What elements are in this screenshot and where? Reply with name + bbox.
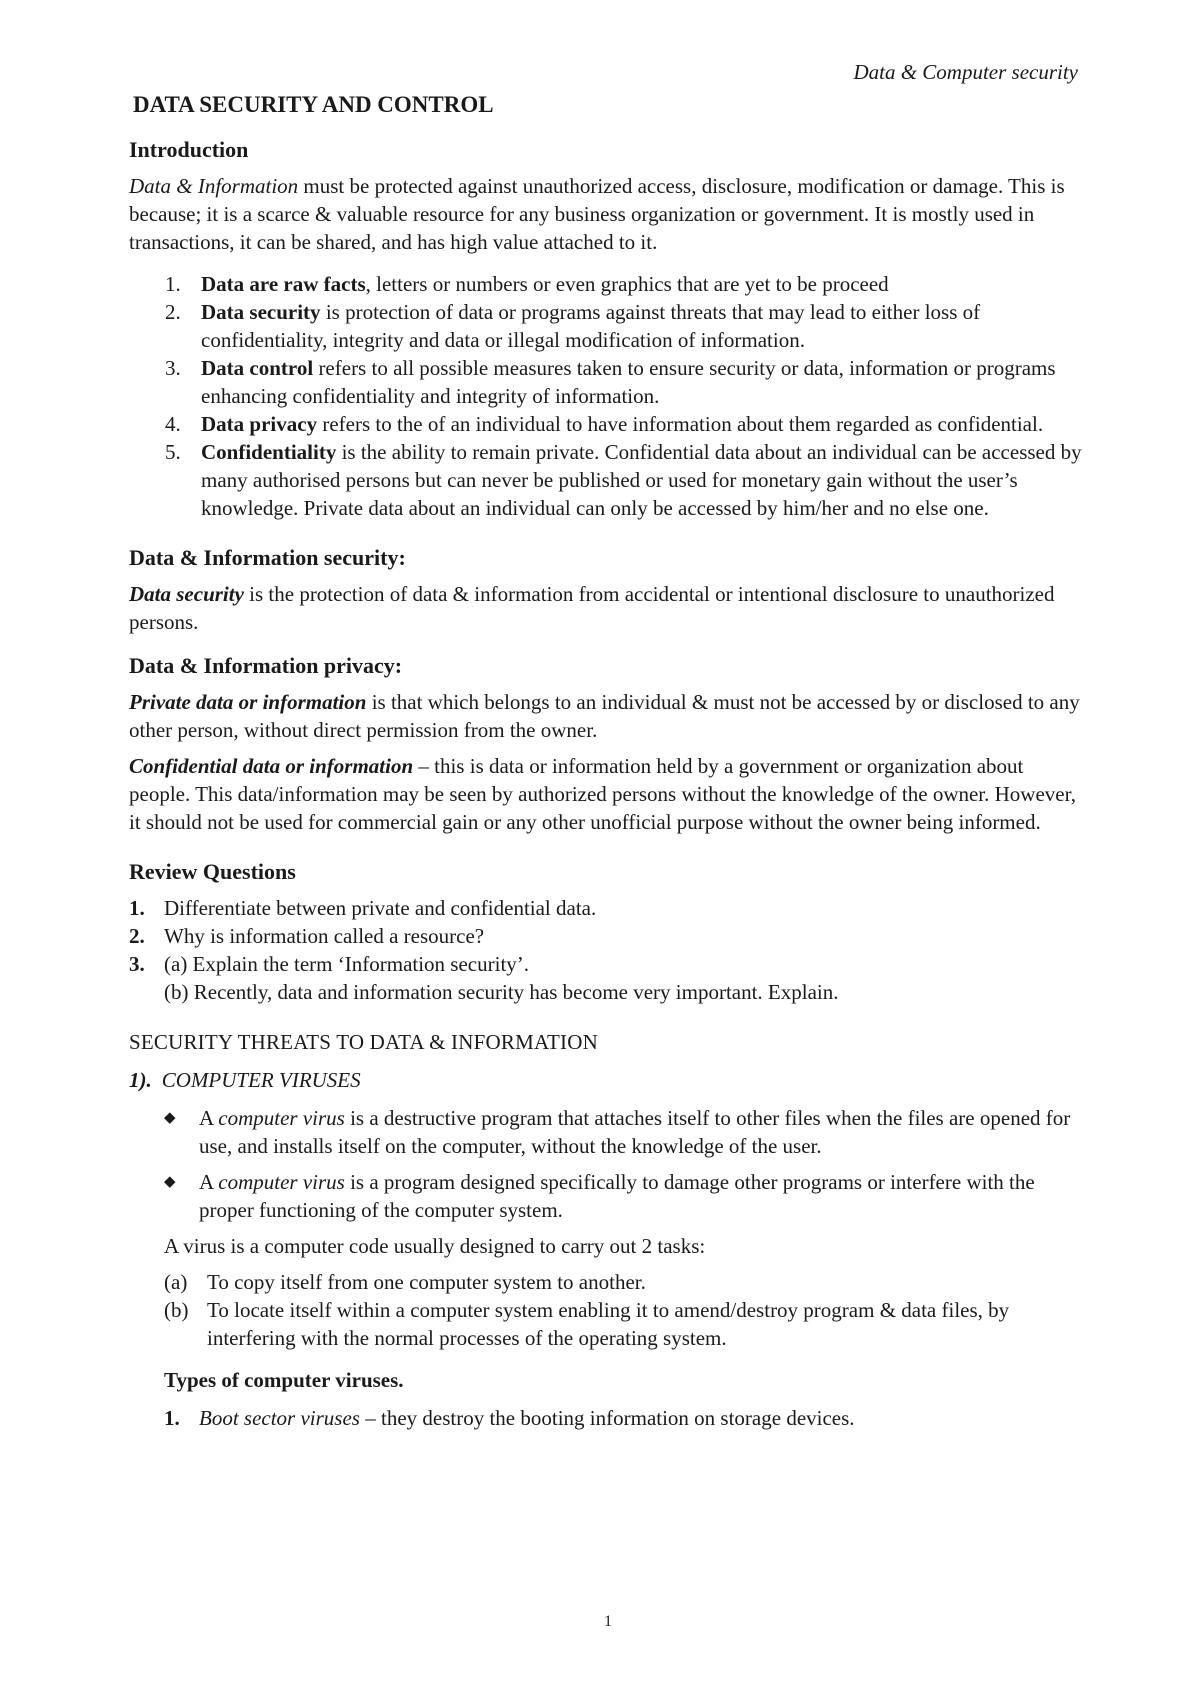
intro-heading: Introduction — [129, 137, 249, 162]
threats-heading: SECURITY THREATS TO DATA & INFORMATION — [129, 1030, 598, 1054]
item-number: 1. — [165, 272, 181, 296]
definition-item — [129, 438, 1084, 522]
review-heading: Review Questions — [129, 859, 296, 884]
confidential-data-lead: Confidential data or information — [129, 754, 414, 778]
info-privacy-heading: Data & Information privacy: — [129, 653, 403, 678]
bullet-text: is a destructive program that attaches itself to other files when the files are opened for use, and installs itself on the computer, without the knowledge of the user. — [199, 1106, 1071, 1158]
definitions-list — [129, 270, 1084, 522]
item-number: 3. — [165, 356, 181, 380]
virus-types-list — [129, 1404, 1084, 1432]
private-data-paragraph — [129, 688, 1084, 744]
page-number: 1 — [604, 1613, 612, 1630]
virus-type-item — [129, 1404, 1084, 1432]
definition-item — [129, 270, 1084, 298]
definition-term: Data privacy — [201, 412, 318, 436]
task-text: To copy itself from one computer system to another. — [207, 1270, 646, 1294]
virus-section-number: 1). — [129, 1068, 152, 1092]
definition-term: Confidentiality — [201, 440, 337, 464]
bullet-term: computer virus — [218, 1170, 345, 1194]
intro-lead: Data & Information — [129, 174, 299, 198]
bullet-prefix: A — [199, 1170, 219, 1194]
info-security-paragraph — [129, 580, 1084, 636]
info-security-text: is the protection of data & information from accidental or intentional disclosure to unauthorized persons. — [129, 582, 1055, 634]
private-data-lead: Private data or information — [129, 690, 367, 714]
definition-text: is protection of data or programs against threats that may lead to either loss of confidentiality, integrity and data or illegal modification of information. — [201, 300, 981, 352]
definition-item — [129, 354, 1084, 410]
bullet-item — [129, 1168, 1084, 1224]
task-label: (a) — [164, 1270, 188, 1294]
item-number: 4. — [165, 412, 181, 436]
question-number: 2. — [129, 924, 145, 948]
virus-section-title: COMPUTER VIRUSES — [161, 1068, 361, 1092]
definition-text: refers to the of an individual to have information about them regarded as confidential. — [317, 412, 1044, 436]
running-header: Data & Computer security — [853, 60, 1078, 84]
task-label: (b) — [164, 1298, 189, 1322]
question-number: 1. — [129, 896, 145, 920]
task-item — [129, 1296, 1084, 1352]
type-text: – they destroy the booting information on storage devices. — [359, 1406, 855, 1430]
bullet-term: computer virus — [218, 1106, 345, 1130]
info-security-lead: Data security — [129, 582, 244, 606]
task-item — [129, 1268, 1084, 1296]
review-question — [129, 922, 1084, 950]
question-text: Why is information called a resource? — [164, 924, 485, 948]
computer-viruses-heading — [129, 1066, 1084, 1094]
diamond-bullet-icon: ◆ — [164, 1110, 176, 1126]
question-number: 3. — [129, 952, 145, 976]
virus-types-heading: Types of computer viruses. — [164, 1368, 404, 1392]
question-text: Differentiate between private and confidential data. — [164, 896, 597, 920]
review-questions-list — [129, 894, 1084, 1006]
private-data-text: is that which belongs to an individual & must not be accessed by or disclosed to any other person, without direct permission from the owner. — [129, 690, 1080, 742]
item-number: 2. — [165, 300, 181, 324]
page-content — [129, 90, 1084, 1432]
definition-text: refers to all possible measures taken to ensure security or data, information or programs enhancing confidentiality and integrity of information. — [201, 356, 1056, 408]
confidential-data-paragraph — [129, 752, 1084, 836]
review-question — [129, 950, 1084, 1006]
definition-term: Data control — [201, 356, 314, 380]
confidential-data-text: – this is data or information held by a government or organization about people. This data/information may be seen by authorized persons without the knowledge of the owner. However, it should not be used for commercial gain or any other unofficial purpose without the owner being informed. — [129, 754, 1077, 834]
definition-item — [129, 298, 1084, 354]
bullet-text: is a program designed specifically to damage other programs or interfere with the proper functioning of the computer system. — [199, 1170, 1035, 1222]
review-question — [129, 894, 1084, 922]
type-number: 1. — [164, 1406, 180, 1430]
info-security-heading: Data & Information security: — [129, 545, 406, 570]
virus-definition-bullets — [129, 1104, 1084, 1224]
type-term: Boot sector viruses — [199, 1406, 360, 1430]
definition-term: Data are raw facts — [201, 272, 366, 296]
question-text: (a) Explain the term ‘Information security’. — [164, 952, 530, 976]
diamond-bullet-icon: ◆ — [164, 1174, 176, 1190]
definition-item — [129, 410, 1084, 438]
question-subpart: (b) Recently, data and information security has become very important. Explain. — [164, 980, 839, 1004]
definition-text: is the ability to remain private. Confidential data about an individual can be accessed by many authorised persons but can never be published or used for monetary gain without the user’s knowledge. Private data about an individual can only be accessed by him/her and no else one. — [201, 440, 1082, 520]
document-title: DATA SECURITY AND CONTROL — [133, 92, 494, 117]
definition-term: Data security — [201, 300, 321, 324]
virus-tasks-list — [129, 1268, 1084, 1352]
task-text: To locate itself within a computer system enabling it to amend/destroy program & data files, by interfering with the normal processes of the operating system. — [207, 1298, 1010, 1350]
intro-text: must be protected against unauthorized access, disclosure, modification or damage. This is because; it is a scarce & valuable resource for any business organization or government. It is mostly used in transactions, it can be shared, and has high value attached to it. — [129, 174, 1065, 254]
bullet-item — [129, 1104, 1084, 1160]
bullet-prefix: A — [199, 1106, 219, 1130]
definition-text: , letters or numbers or even graphics that are yet to be proceed — [365, 272, 889, 296]
item-number: 5. — [165, 440, 181, 464]
virus-tasks-intro: A virus is a computer code usually designed to carry out 2 tasks: — [164, 1234, 706, 1258]
intro-paragraph — [129, 172, 1084, 256]
